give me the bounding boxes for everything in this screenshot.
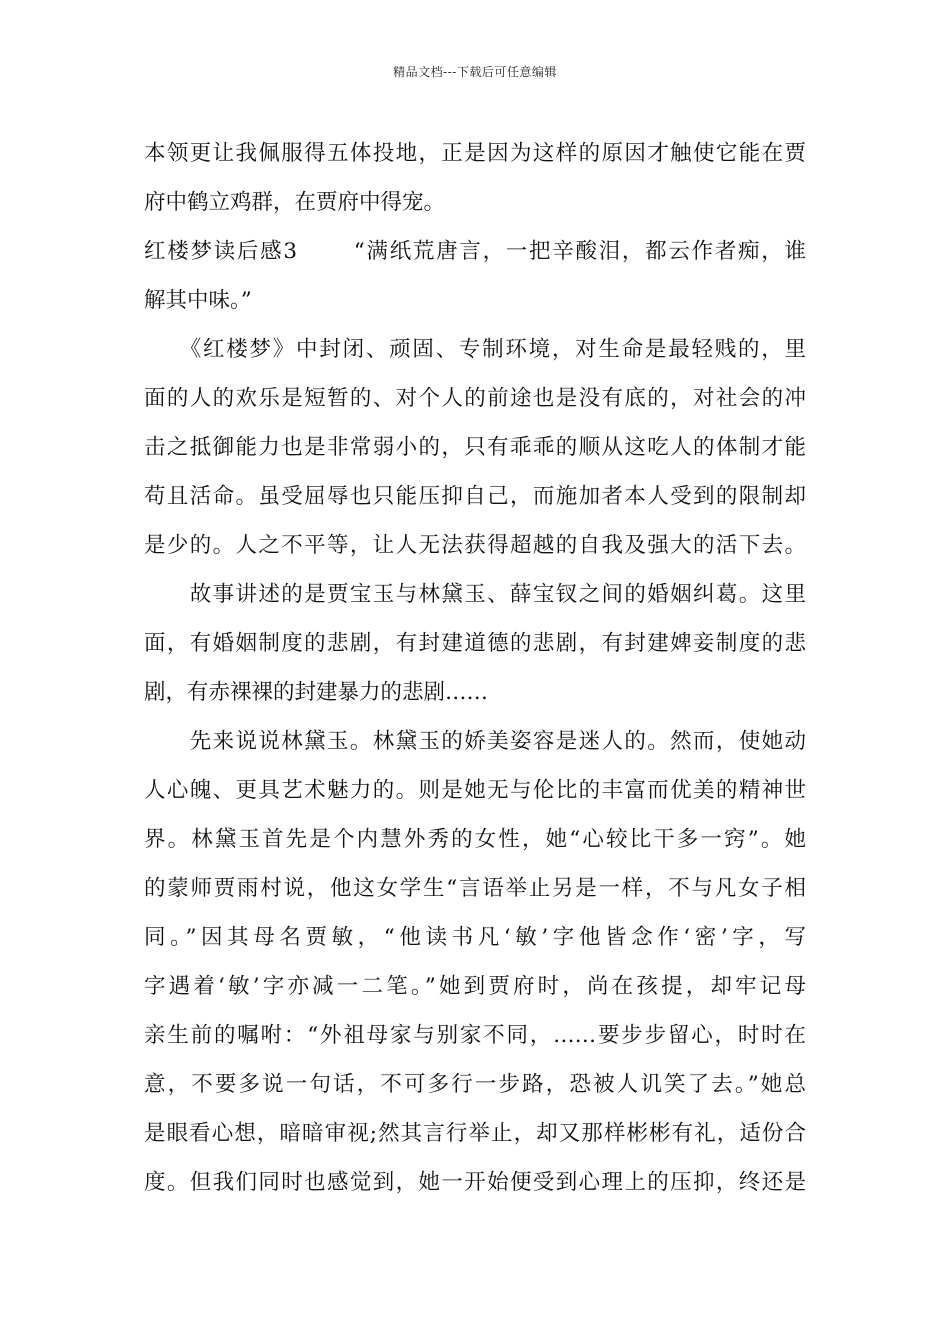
- text-line: 是少的。人之不平等，让人无法获得超越的自我及强大的活下去。: [144, 533, 806, 558]
- text-line: 先来说说林黛玉。林黛玉的娇美姿容是迷人的。然而，使她动: [144, 729, 806, 754]
- text-line: 的蒙师贾雨村说，他这女学生“言语举止另是一样，不与凡女子相: [144, 876, 806, 901]
- page-header: 精品文档---下载后可任意编辑: [393, 65, 557, 79]
- text-line: 剧，有赤裸裸的封建暴力的悲剧……: [144, 680, 489, 705]
- text-line: 故事讲述的是贾宝玉与林黛玉、薛宝钗之间的婚姻纠葛。这里: [144, 582, 806, 607]
- text-line: 面的人的欢乐是短暂的、对个人的前途也是没有底的，对社会的冲: [144, 386, 806, 411]
- text-line: 府中鹤立鸡群，在贾府中得宠。: [144, 190, 446, 215]
- text-line: 面，有婚姻制度的悲剧，有封建道德的悲剧，有封建婢妾制度的悲: [144, 631, 806, 656]
- text-line: 《红楼梦》中封闭、顽固、专制环境，对生命是最轻贱的，里: [144, 337, 806, 362]
- document-body: [144, 129, 806, 1207]
- text-line: 击之抵御能力也是非常弱小的，只有乖乖的顺从这吃人的体制才能: [144, 435, 806, 460]
- text-line: 度。但我们同时也感觉到，她一开始便受到心理上的压抑，终还是: [144, 1170, 806, 1195]
- text-line: 解其中味。”: [144, 288, 252, 313]
- text-line: 意，不要多说一句话，不可多行一步路，恐被人讥笑了去。”她总: [144, 1072, 806, 1097]
- text-line: 是眼看心想，暗暗审视;然其言行举止，却又那样彬彬有礼，适份合: [144, 1121, 806, 1146]
- text-line: 苟且活命。虽受屈辱也只能压抑自己，而施加者本人受到的限制却: [144, 484, 806, 509]
- text-line: 字遇着‘敏’字亦减一二笔。”她到贾府时，尚在孩提，却牢记母: [144, 974, 806, 999]
- text-line: 本领更让我佩服得五体投地，正是因为这样的原因才触使它能在贾: [144, 141, 806, 166]
- text-line: 红楼梦读后感3 “满纸荒唐言，一把辛酸泪，都云作者痴，谁: [144, 239, 806, 264]
- text-line: 同。”因其母名贾敏，“他读书凡‘敏’字他皆念作‘密’字，写: [144, 925, 806, 950]
- text-line: 亲生前的嘱咐：“外祖母家与别家不同，……要步步留心，时时在: [144, 1023, 806, 1048]
- text-line: 人心魄、更具艺术魅力的。则是她无与伦比的丰富而优美的精神世: [144, 778, 806, 803]
- text-line: 界。林黛玉首先是个内慧外秀的女性，她“心较比干多一窍”。她: [144, 827, 806, 852]
